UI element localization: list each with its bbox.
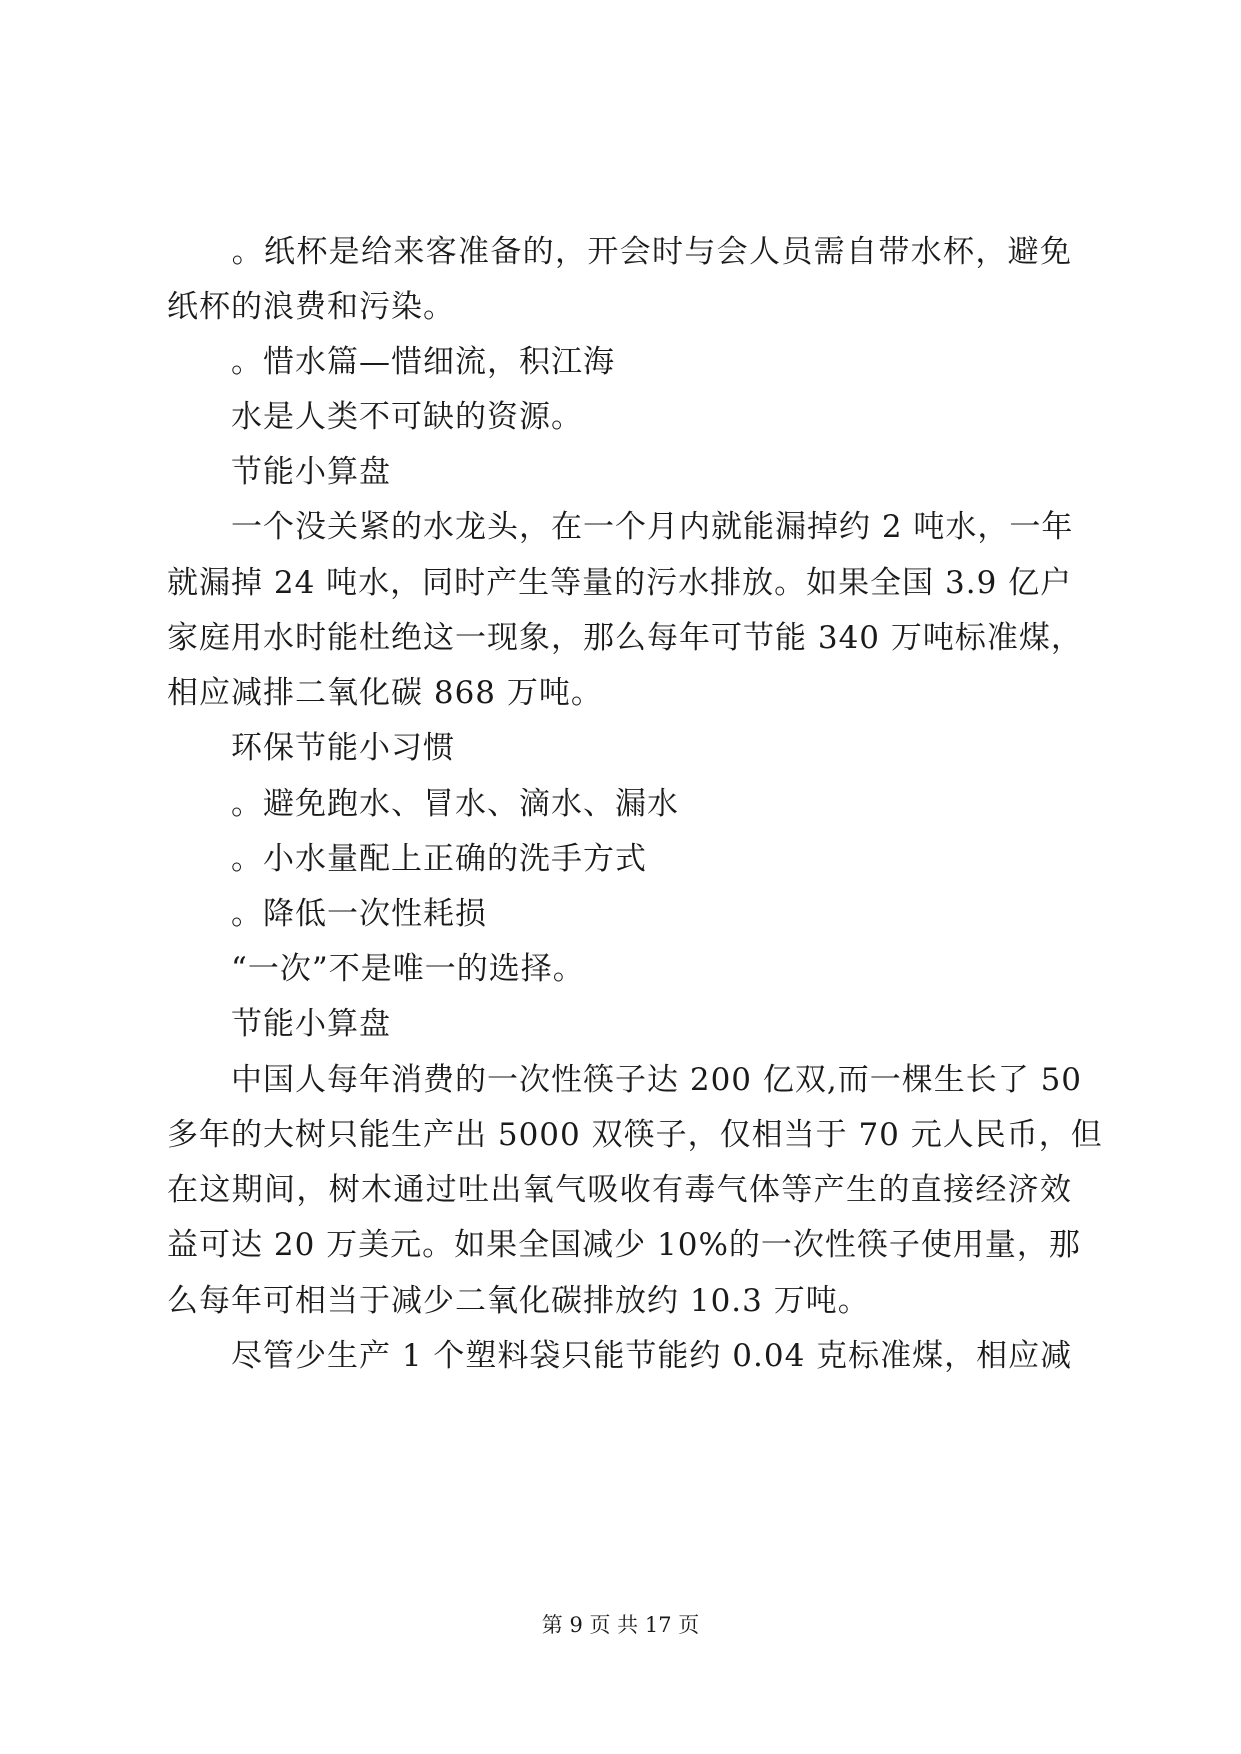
text-line: 纸杯的浪费和污染。 (167, 289, 455, 325)
section-heading: 节能小算盘 (167, 454, 391, 490)
text-line: 在这期间，树木通过吐出氧气吸收有毒气体等产生的直接经济效 (167, 1172, 1072, 1208)
list-item: 。小水量配上正确的洗手方式 (167, 841, 647, 877)
text-line: 相应减排二氧化碳 868 万吨。 (167, 675, 603, 711)
text-line: 就漏掉 24 吨水，同时产生等量的污水排放。如果全国 3.9 亿户 (167, 565, 1073, 601)
text-line: 。纸杯是给来客准备的，开会时与会人员需自带水杯，避免 (167, 234, 1072, 270)
text-line: 多年的大树只能生产出 5000 双筷子，仅相当于 70 元人民币，但 (167, 1117, 1103, 1153)
section-heading: 环保节能小习惯 (167, 730, 455, 766)
text-line: 一个没关紧的水龙头，在一个月内就能漏掉约 2 吨水，一年 (167, 509, 1074, 545)
text-line: 。惜水篇—惜细流，积江海 (167, 344, 615, 380)
list-item: 。降低一次性耗损 (167, 896, 487, 932)
text-line: 中国人每年消费的一次性筷子达 200 亿双,而一棵生长了 50 (167, 1062, 1083, 1098)
text-line: 尽管少生产 1 个塑料袋只能节能约 0.04 克标准煤，相应减 (167, 1338, 1073, 1374)
text-line: “一次”不是唯一的选择。 (167, 951, 585, 987)
section-heading: 节能小算盘 (167, 1006, 391, 1042)
text-line: 益可达 20 万美元。如果全国减少 10%的一次性筷子使用量，那 (167, 1227, 1081, 1263)
list-item: 。避免跑水、冒水、滴水、漏水 (167, 786, 679, 822)
text-line: 么每年可相当于减少二氧化碳排放约 10.3 万吨。 (167, 1283, 870, 1319)
page-number-footer: 第 9 页 共 17 页 (541, 1613, 700, 1637)
text-line: 家庭用水时能杜绝这一现象，那么每年可节能 340 万吨标准煤， (167, 620, 1083, 656)
text-line: 水是人类不可缺的资源。 (167, 399, 583, 435)
